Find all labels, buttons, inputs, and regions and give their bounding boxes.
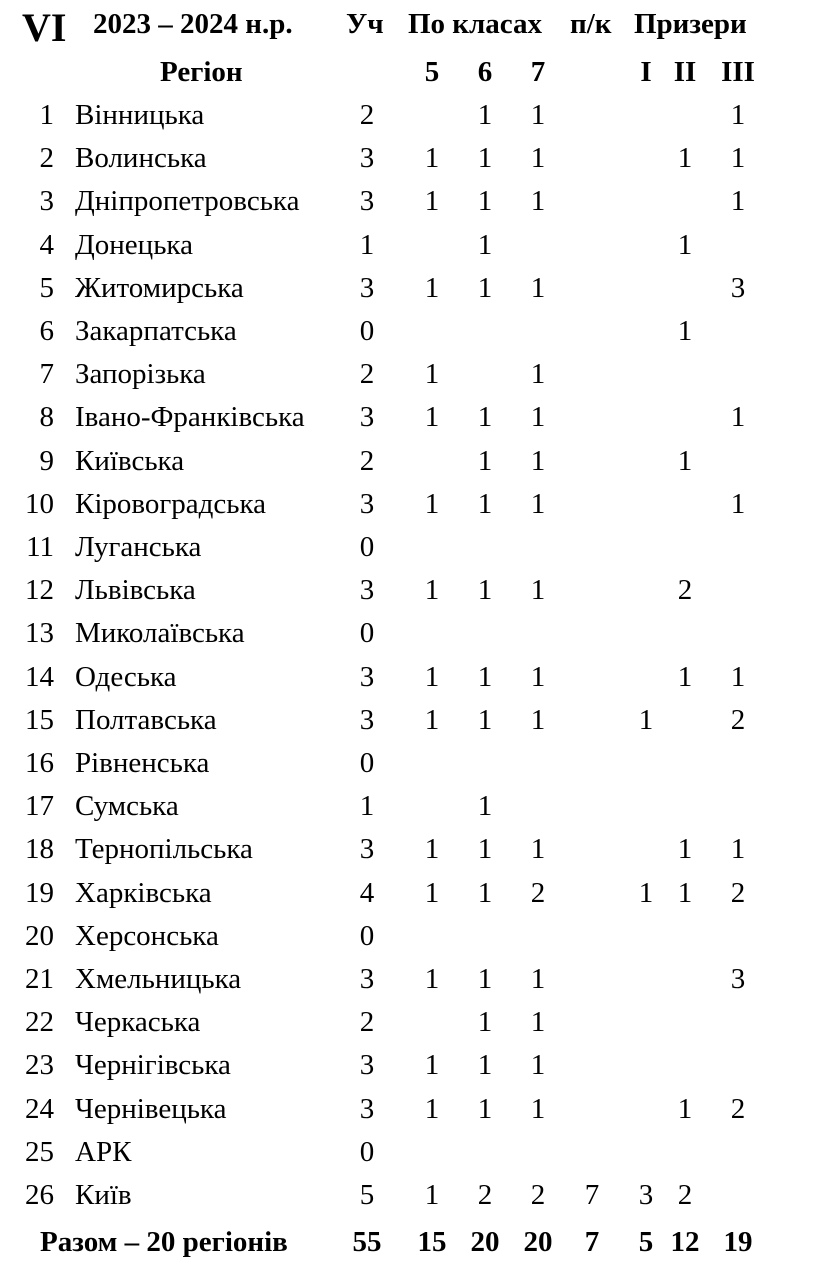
region-name: Чернівецька	[75, 1093, 227, 1125]
participants-count: 3	[359, 574, 375, 606]
place-3-count: 1	[730, 488, 746, 520]
participants-count: 3	[359, 963, 375, 995]
row-number: 11	[26, 531, 54, 563]
region-name: Житомирська	[75, 272, 244, 304]
region-name: Тернопільська	[75, 833, 253, 865]
grade-5-count: 1	[424, 488, 440, 520]
participants-count: 3	[359, 704, 375, 736]
participants-count: 0	[359, 920, 375, 952]
grade-7-count: 1	[530, 401, 546, 433]
row-number: 22	[25, 1006, 54, 1038]
place-1-count: 1	[638, 877, 654, 909]
row-number: 9	[39, 445, 54, 477]
participants-count: 3	[359, 142, 375, 174]
row-number: 1	[39, 99, 54, 131]
academic-year: 2023 – 2024 н.р.	[93, 8, 293, 40]
participants-header: Уч	[346, 8, 384, 40]
participants-count: 1	[359, 790, 375, 822]
grade-7-count: 1	[530, 574, 546, 606]
place-3-count: 2	[730, 1093, 746, 1125]
grade-7-count: 2	[530, 1179, 546, 1211]
region-name: Чернігівська	[75, 1049, 231, 1081]
grade-6-count: 1	[477, 877, 493, 909]
row-number: 6	[39, 315, 54, 347]
grade-6-count: 1	[477, 963, 493, 995]
grade-6-count: 1	[477, 1006, 493, 1038]
place-3-count: 1	[730, 185, 746, 217]
grade-5-count: 1	[424, 1179, 440, 1211]
place-3-count: 2	[730, 704, 746, 736]
participants-count: 3	[359, 185, 375, 217]
grade-6-count: 1	[477, 272, 493, 304]
region-name: Запорізька	[75, 358, 206, 390]
grade-7-count: 1	[530, 272, 546, 304]
grade-7-count: 1	[530, 704, 546, 736]
grade-7-count: 1	[530, 142, 546, 174]
participants-count: 0	[359, 1136, 375, 1168]
place-3-count: 1	[730, 661, 746, 693]
grade-6-header: 6	[477, 56, 493, 88]
row-number: 16	[25, 747, 54, 779]
grade-5-count: 1	[424, 358, 440, 390]
row-number: 3	[39, 185, 54, 217]
row-number: 21	[25, 963, 54, 995]
grade-7-count: 1	[530, 445, 546, 477]
participants-count: 0	[359, 531, 375, 563]
place-3-count: 1	[730, 401, 746, 433]
place-2-count: 1	[677, 229, 693, 261]
row-number: 23	[25, 1049, 54, 1081]
place-3-count: 1	[730, 833, 746, 865]
participants-count: 3	[359, 1093, 375, 1125]
participants-count: 4	[359, 877, 375, 909]
grade-5-header: 5	[424, 56, 440, 88]
region-name: Рівненська	[75, 747, 210, 779]
region-name: Херсонська	[75, 920, 219, 952]
participants-count: 3	[359, 272, 375, 304]
row-number: 4	[39, 229, 54, 261]
grade-6-count: 1	[477, 661, 493, 693]
row-number: 10	[25, 488, 54, 520]
place-1-count: 1	[638, 704, 654, 736]
region-name: Київ	[75, 1179, 132, 1211]
place-2-count: 2	[677, 574, 693, 606]
grade-5-count: 1	[424, 661, 440, 693]
totals-grade-6: 20	[470, 1226, 500, 1258]
place-3-count: 2	[730, 877, 746, 909]
region-name: Одеська	[75, 661, 177, 693]
grade-6-count: 1	[477, 1093, 493, 1125]
region-name: Кіровоградська	[75, 488, 267, 520]
place-2-count: 1	[677, 833, 693, 865]
place-2-count: 1	[677, 661, 693, 693]
totals-out-of-competition: 7	[584, 1226, 600, 1258]
region-name: Хмельницька	[75, 963, 242, 995]
row-number: 8	[39, 401, 54, 433]
by-grades-header: По класах	[408, 8, 543, 40]
totals-place-1: 5	[638, 1226, 654, 1258]
grade-7-count: 2	[530, 877, 546, 909]
region-name: Черкаська	[75, 1006, 201, 1038]
region-name: Вінницька	[75, 99, 205, 131]
grade-7-count: 1	[530, 1049, 546, 1081]
grade-5-count: 1	[424, 1093, 440, 1125]
row-number: 5	[39, 272, 54, 304]
participants-count: 2	[359, 358, 375, 390]
totals-label: Разом – 20 регіонів	[40, 1226, 288, 1258]
grade-5-count: 1	[424, 963, 440, 995]
region-name: Івано-Франківська	[75, 401, 305, 433]
participants-count: 2	[359, 445, 375, 477]
place-3-count: 3	[730, 963, 746, 995]
region-name: Луганська	[75, 531, 202, 563]
grade-5-count: 1	[424, 401, 440, 433]
grade-5-count: 1	[424, 272, 440, 304]
place-3-count: 3	[730, 272, 746, 304]
totals-place-2: 12	[670, 1226, 700, 1258]
grade-5-count: 1	[424, 833, 440, 865]
grade-6-count: 2	[477, 1179, 493, 1211]
totals-grade-5: 15	[417, 1226, 447, 1258]
out-of-competition-count: 7	[584, 1179, 600, 1211]
grade-7-count: 1	[530, 1093, 546, 1125]
grade-6-count: 1	[477, 185, 493, 217]
row-number: 19	[25, 877, 54, 909]
winners-header: Призери	[634, 8, 747, 40]
row-number: 17	[25, 790, 54, 822]
totals-participants: 55	[352, 1226, 382, 1258]
grade-7-count: 1	[530, 358, 546, 390]
region-name: Дніпропетровська	[75, 185, 300, 217]
row-number: 2	[39, 142, 54, 174]
row-number: 15	[25, 704, 54, 736]
place-2-count: 1	[677, 315, 693, 347]
participants-count: 3	[359, 833, 375, 865]
row-number: 13	[25, 617, 54, 649]
grade-5-count: 1	[424, 877, 440, 909]
grade-7-count: 1	[530, 488, 546, 520]
participants-count: 3	[359, 488, 375, 520]
region-name: АРК	[75, 1136, 132, 1168]
row-number: 26	[25, 1179, 54, 1211]
grade-6-count: 1	[477, 1049, 493, 1081]
participants-count: 3	[359, 401, 375, 433]
region-name: Полтавська	[75, 704, 217, 736]
grade-7-count: 1	[530, 1006, 546, 1038]
grade-6-count: 1	[477, 704, 493, 736]
region-name: Сумська	[75, 790, 179, 822]
row-number: 20	[25, 920, 54, 952]
place-2-count: 1	[677, 445, 693, 477]
grade-5-count: 1	[424, 1049, 440, 1081]
row-number: 25	[25, 1136, 54, 1168]
grade-7-count: 1	[530, 661, 546, 693]
participants-count: 2	[359, 99, 375, 131]
grade-5-count: 1	[424, 185, 440, 217]
participants-count: 5	[359, 1179, 375, 1211]
grade-7-count: 1	[530, 963, 546, 995]
place-2-count: 1	[677, 142, 693, 174]
grade-6-count: 1	[477, 401, 493, 433]
region-name: Харківська	[75, 877, 212, 909]
place-2-header: II	[673, 56, 697, 88]
grade-5-count: 1	[424, 704, 440, 736]
participants-count: 3	[359, 1049, 375, 1081]
grade-6-count: 1	[477, 488, 493, 520]
region-name: Волинська	[75, 142, 207, 174]
participants-count: 3	[359, 661, 375, 693]
grade-7-count: 1	[530, 833, 546, 865]
out-of-competition-header: п/к	[570, 8, 612, 40]
row-number: 12	[25, 574, 54, 606]
row-number: 24	[25, 1093, 54, 1125]
participants-count: 1	[359, 229, 375, 261]
place-3-header: III	[721, 56, 755, 88]
region-name: Закарпатська	[75, 315, 237, 347]
grade-6-count: 1	[477, 142, 493, 174]
place-1-count: 3	[638, 1179, 654, 1211]
participants-count: 0	[359, 315, 375, 347]
place-2-count: 1	[677, 877, 693, 909]
section-number: VI	[22, 5, 67, 50]
grade-7-header: 7	[530, 56, 546, 88]
place-1-header: I	[640, 56, 652, 88]
place-2-count: 1	[677, 1093, 693, 1125]
grade-7-count: 1	[530, 99, 546, 131]
grade-6-count: 1	[477, 229, 493, 261]
place-3-count: 1	[730, 99, 746, 131]
grade-5-count: 1	[424, 142, 440, 174]
grade-6-count: 1	[477, 574, 493, 606]
row-number: 7	[39, 358, 54, 390]
totals-place-3: 19	[723, 1226, 753, 1258]
place-2-count: 2	[677, 1179, 693, 1211]
region-header: Регіон	[160, 56, 243, 88]
grade-6-count: 1	[477, 445, 493, 477]
region-name: Київська	[75, 445, 185, 477]
place-3-count: 1	[730, 142, 746, 174]
participants-count: 0	[359, 747, 375, 779]
region-name: Миколаївська	[75, 617, 245, 649]
totals-grade-7: 20	[523, 1226, 553, 1258]
region-name: Донецька	[75, 229, 193, 261]
participants-count: 0	[359, 617, 375, 649]
participants-count: 2	[359, 1006, 375, 1038]
grade-6-count: 1	[477, 99, 493, 131]
grade-5-count: 1	[424, 574, 440, 606]
grade-6-count: 1	[477, 833, 493, 865]
grade-6-count: 1	[477, 790, 493, 822]
region-name: Львівська	[75, 574, 196, 606]
grade-7-count: 1	[530, 185, 546, 217]
row-number: 18	[25, 833, 54, 865]
row-number: 14	[25, 661, 54, 693]
